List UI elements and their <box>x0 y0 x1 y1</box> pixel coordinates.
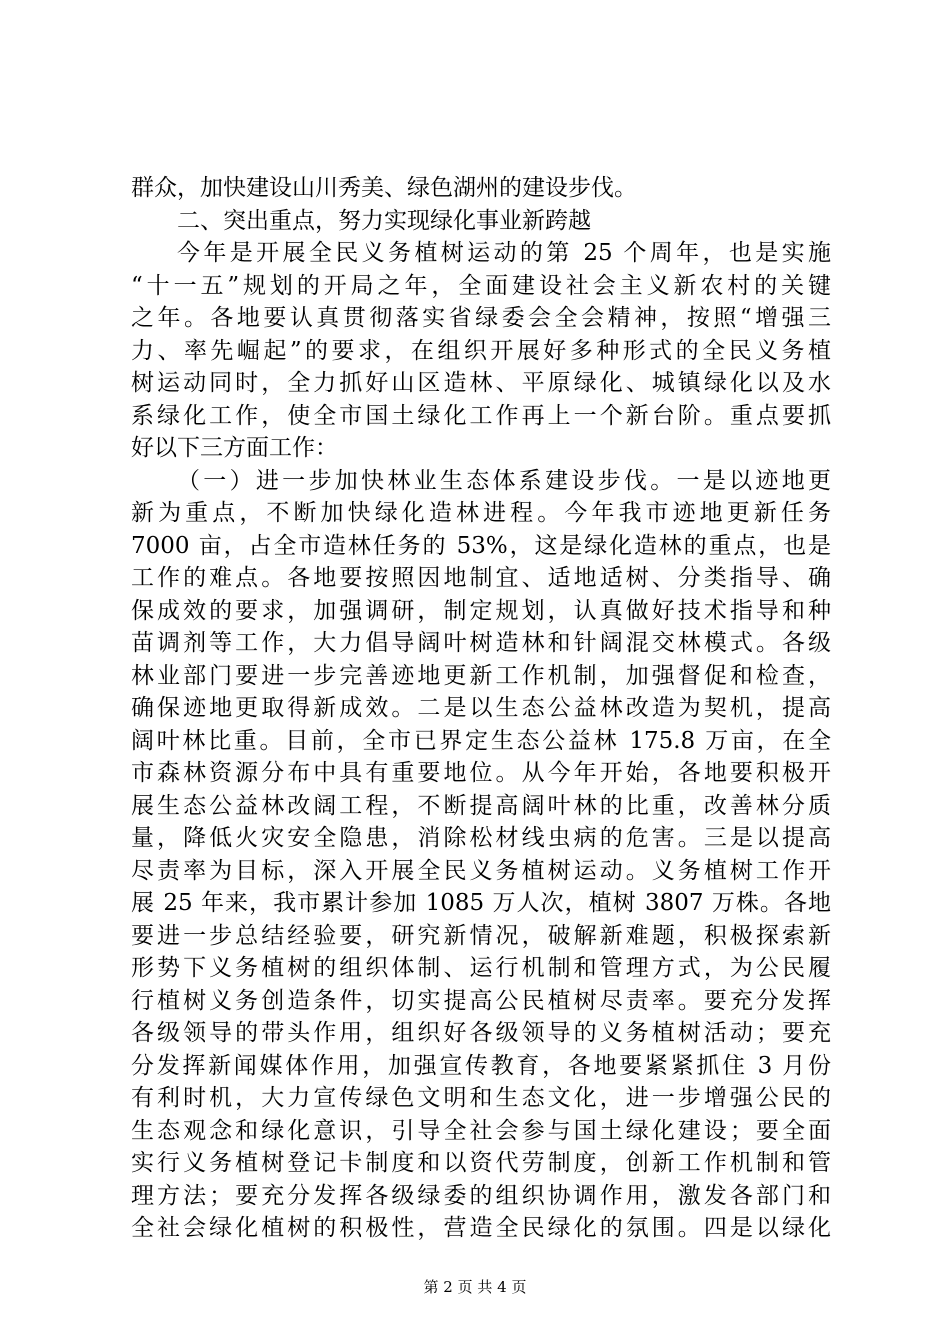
text-line: 之年。各地要认真贯彻落实省绿委会全会精神，按照“增强三 <box>131 305 831 331</box>
text-line: 7000 亩，占全市造林任务的 53%，这是绿化造林的重点，也是 <box>131 532 831 559</box>
text-line: 市森林资源分布中具有重要地位。从今年开始，各地要积极开 <box>131 760 831 786</box>
text-line: 力、率先崛起”的要求，在组织开展好多种形式的全民义务植 <box>131 337 831 364</box>
text-line: 形势下义务植树的组织体制、运行机制和管理方式，为公民履 <box>131 955 831 981</box>
text-line: 生态观念和绿化意识，引导全社会参与国土绿化建设；要全面 <box>131 1117 831 1144</box>
text-line: 行植树义务创造条件，切实提高公民植树尽责率。要充分发挥 <box>131 987 831 1014</box>
text-line: 展 25 年来，我市累计参加 1085 万人次，植树 3807 万株。各地 <box>131 890 831 916</box>
document-body <box>131 172 831 1245</box>
text-line: 理方法；要充分发挥各级绿委的组织协调作用，激发各部门和 <box>131 1182 831 1209</box>
text-line: 二、突出重点，努力实现绿化事业新跨越 <box>177 207 591 234</box>
text-line: 实行义务植树登记卡制度和以资代劳制度，创新工作机制和管 <box>131 1150 831 1176</box>
text-line: 林业部门要进一步完善迹地更新工作机制，加强督促和检查， <box>131 662 831 689</box>
page-footer: 第 2 页 共 4 页 <box>423 1278 527 1296</box>
text-line: 各级领导的带头作用，组织好各级领导的义务植树活动；要充 <box>131 1020 831 1046</box>
text-line: 阔叶林比重。目前，全市已界定生态公益林 175.8 万亩，在全 <box>131 727 831 754</box>
text-line: 新为重点，不断加快绿化造林进程。今年我市迹地更新任务 <box>131 500 831 526</box>
text-line: 苗调剂等工作，大力倡导阔叶树造林和针阔混交林模式。各级 <box>131 630 831 656</box>
text-line: 系绿化工作，使全市国土绿化工作再上一个新台阶。重点要抓 <box>131 402 831 429</box>
text-line: 全社会绿化植树的积极性，营造全民绿化的氛围。四是以绿化 <box>131 1215 831 1241</box>
text-line: 有利时机，大力宣传绿色文明和生态文化，进一步增强公民的 <box>131 1085 831 1111</box>
text-line: 群众，加快建设山川秀美、绿色湖州的建设步伐。 <box>131 175 637 201</box>
text-line: 树运动同时，全力抓好山区造林、平原绿化、城镇绿化以及水 <box>131 370 831 396</box>
text-line: “十一五”规划的开局之年，全面建设社会主义新农村的关键 <box>131 272 831 299</box>
text-line: （一）进一步加快林业生态体系建设步伐。一是以迹地更 <box>177 467 831 494</box>
text-line: 好以下三方面工作： <box>131 435 338 461</box>
text-line: 工作的难点。各地要按照因地制宜、适地适树、分类指导、确 <box>131 565 831 591</box>
text-line: 分发挥新闻媒体作用，加强宣传教育，各地要紧紧抓住 3 月份 <box>131 1052 831 1079</box>
text-line: 展生态公益林改阔工程，不断提高阔叶林的比重，改善林分质 <box>131 792 831 819</box>
text-line: 今年是开展全民义务植树运动的第 25 个周年，也是实施 <box>177 240 831 266</box>
text-line: 确保迹地更取得新成效。二是以生态公益林改造为契机，提高 <box>131 695 831 721</box>
text-line: 尽责率为目标，深入开展全民义务植树运动。义务植树工作开 <box>131 857 831 884</box>
text-line: 要进一步总结经验要，研究新情况，破解新难题，积极探索新 <box>131 922 831 949</box>
text-line: 量，降低火灾安全隐患，消除松材线虫病的危害。三是以提高 <box>131 825 831 851</box>
text-line: 保成效的要求，加强调研，制定规划，认真做好技术指导和种 <box>131 597 831 624</box>
